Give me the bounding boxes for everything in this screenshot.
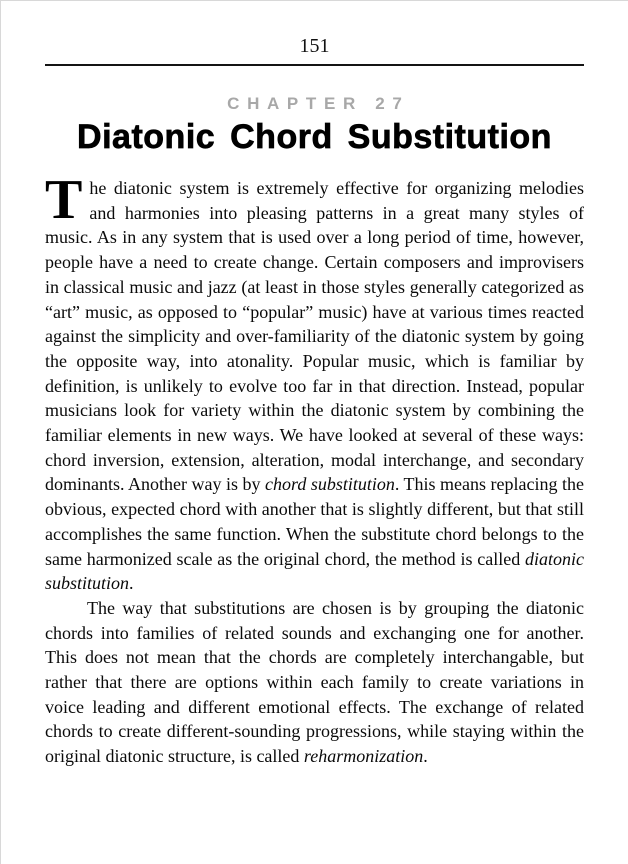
body-text — [45, 169, 585, 769]
text-segment-italic: reharmonization — [303, 746, 424, 767]
page-number: 151 — [299, 35, 330, 57]
text-segment-italic: chord substitution — [265, 474, 395, 495]
chapter-label: CHAPTER 27 — [227, 94, 410, 113]
text-segment: . This means replacing the obvious, expected chord with another that is slightly different, but that still accomplishes the same function. When the substitute chord belongs to the same harmonized scale as the original chord, the method is called — [45, 474, 585, 569]
page-header — [45, 35, 584, 66]
chapter-title: Diatonic Chord Substitution — [77, 118, 552, 156]
header-rule — [45, 64, 584, 66]
paragraph-1 — [45, 169, 585, 596]
text-segment: he diatonic system is extremely effective for organizing melodies and harmonies into pleasing patterns in a great many styles of music. As in any system that is used over a long period of time, however, people have a need to create change. Certain composers and improvisers in classical music and jazz (at least in those styles generally categorized as “art” music, as opposed to “popular” music) have at various times reacted against the simplicity and over-familiarity of the diatonic system by going the opposite way, into atonality. Popular music, which is familiar by definition, is unlikely to evolve too far in that direction. Instead, popular musicians look for variety within the diatonic system by combining the familiar elements in new ways. We have looked at several of these ways: chord inversion, extension, alteration, modal interchange, and secondary dominants. Another way is by — [45, 178, 584, 495]
text-segment-italic: diatonic substitution — [45, 548, 584, 594]
dropcap-letter: T — [45, 169, 83, 231]
paragraph-2 — [45, 596, 584, 769]
text-segment: . — [129, 573, 134, 594]
text-segment: . — [423, 746, 428, 767]
text-segment: The way that substitutions are chosen is by grouping the diatonic chords into families of related sounds and exchanging one for another. This does not mean that the chords are completely interchangable, but rather that there are options within each family to create variations in voice leading and different emotional effects. The exchange of related chords to create different-sounding progressions, while staying within the original diatonic structure, is called — [45, 597, 584, 767]
